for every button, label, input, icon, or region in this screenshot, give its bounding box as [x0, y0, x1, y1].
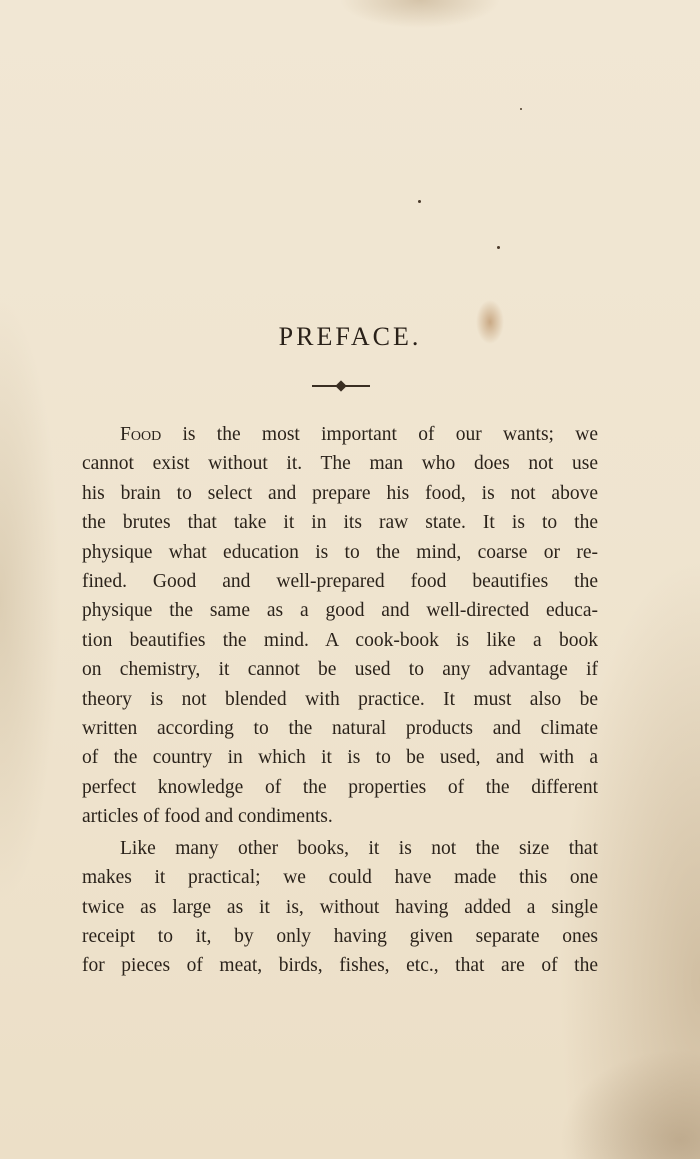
ornamental-rule-diamond — [335, 380, 346, 391]
text-line: perfect knowledge of the properties of the different — [82, 776, 598, 798]
text-line: for pieces of meat, birds, fishes, etc., that are of the — [82, 955, 598, 977]
paragraph-1 — [82, 420, 598, 832]
text-line: his brain to select and prepare his food, is not above — [82, 482, 598, 504]
page-title: PREFACE. — [278, 322, 422, 351]
text-line: fined. Good and well-prepared food beautifies the — [82, 571, 598, 593]
text-line: twice as large as it is, without having added a single — [82, 896, 598, 918]
text-line: on chemistry, it cannot be used to any advantage if — [82, 659, 598, 681]
text-line: the brutes that take it in its raw state. It is to the — [82, 512, 598, 534]
text-line: tion beautifies the mind. A cook-book is like a book — [82, 629, 598, 651]
text-line: written according to the natural products and climate — [82, 718, 598, 740]
paragraph-2 — [82, 834, 598, 981]
text-line: cannot exist without it. The man who does not use — [82, 453, 598, 475]
text-line: theory is not blended with practice. It must also be — [82, 688, 598, 710]
lead-word: Food — [120, 424, 162, 445]
ink-speck — [418, 200, 421, 203]
text-line: physique what education is to the mind, coarse or re- — [82, 541, 598, 563]
text-line: makes it practical; we could have made this one — [82, 867, 598, 889]
ink-speck — [497, 246, 500, 249]
text-line: of the country in which it is to be used, and with a — [82, 747, 598, 769]
text-line: Like many other books, it is not the size that — [120, 837, 598, 859]
text-line: physique the same as a good and well-directed educa- — [82, 600, 598, 622]
body-text — [82, 420, 598, 981]
text-line: receipt to it, by only having given separate ones — [82, 925, 598, 947]
ink-speck — [520, 108, 522, 110]
text-line: Food is the most important of our wants; we — [120, 424, 598, 445]
text-line: articles of food and condiments. — [82, 806, 333, 828]
